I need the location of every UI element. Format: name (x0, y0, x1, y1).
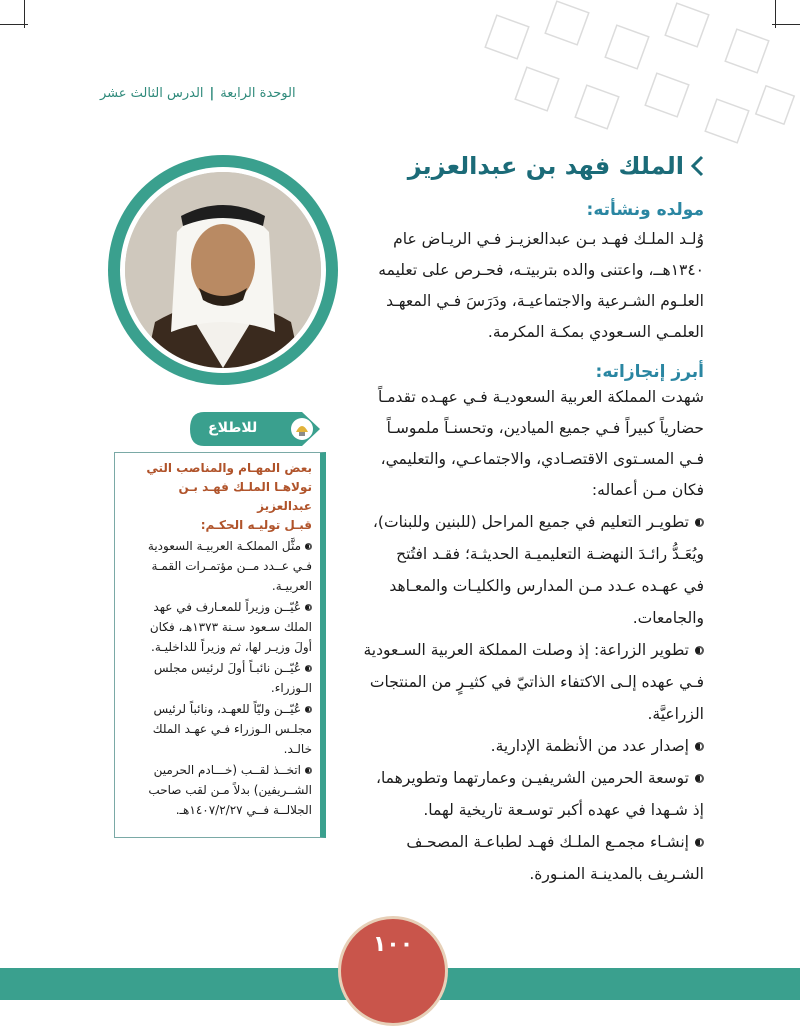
achievement-line: الزراعيَّة. (647, 705, 704, 723)
info-item-line: أولَ وزيـر لها، ثم وزيراً للداخليـة. (151, 640, 312, 654)
bullet-icon (695, 774, 704, 783)
info-intro-line: قبـل توليـه الحكـم: (200, 518, 312, 532)
birth-section (296, 200, 704, 348)
achievement-line: تطوير الزراعة: إذ وصلت المملكة العربية السـعودية (296, 634, 704, 666)
bullet-icon (305, 767, 312, 774)
info-item (123, 536, 312, 596)
achievements-intro (296, 382, 704, 506)
info-item-line: فـي عــدد مــن مؤتمـرات القمـة (151, 559, 312, 573)
info-box (114, 452, 326, 838)
bullet-icon (305, 604, 312, 611)
achievement-line: إنشـاء مجمـع الملـك فهـد لطباعـة المصحـف (296, 826, 704, 858)
info-item-line: عُيّــن وليّاً للعهـد، ونائباً لرئيس (123, 699, 312, 719)
info-intro-line: بعض المهـام والمناصب التي (146, 461, 312, 475)
achievement-item (296, 762, 704, 826)
achievement-item (296, 826, 704, 890)
info-item (123, 658, 312, 698)
achievement-line: ويُعَـدُّ رائـدَ النهضـة التعليميـة الحديثـة؛ فقـد افتُتح (396, 545, 704, 563)
achievement-line: فـي عهده إلـى الاكتفاء الذاتيّ في كثيـرٍ من المنتجات (369, 673, 704, 691)
header-separator: | (209, 86, 215, 101)
achievement-line: الشـريف بالمدينـة المنـورة. (529, 865, 704, 883)
achievements-section (296, 362, 704, 890)
info-item-line: عُيّــن نائبـاً أولَ لرئيس مجلس (123, 658, 312, 678)
info-item-line: الـوزراء. (270, 681, 312, 695)
achievement-line: إصدار عدد من الأنظمة الإدارية. (296, 730, 704, 762)
birth-text (296, 224, 704, 348)
bullet-icon (695, 518, 704, 527)
lesson-label: الدرس الثالث عشر (100, 86, 204, 101)
info-item-line: الجلالــة فــي ١٤٠٧/٢/٢٧هـ. (175, 803, 312, 817)
intro-line: شهدت المملكة العربية السعوديـة فـي عهـده تقدمـاً (377, 388, 704, 406)
achievements-heading: أبرز إنجازاته: (595, 362, 704, 382)
page-number: ١٠٠ (372, 932, 414, 957)
info-item-line: اتخــذ لقــب (خـــادم الحرمين (123, 760, 312, 780)
bullet-icon (695, 742, 704, 751)
bullet-icon (695, 646, 704, 655)
crop-mark (24, 0, 25, 28)
info-intro-line: تولاهـا الملـك فهـد بـن عبدالعزيز (178, 480, 312, 513)
portrait-image (125, 172, 321, 368)
achievement-line: تطويـر التعليم في جميع المراحل (للبنين وللبنات)، (296, 506, 704, 538)
bullet-icon (305, 543, 312, 550)
intro-line: فكان مـن أعماله: (591, 481, 704, 499)
intro-line: فـي المسـتوى الاقتصـادي، والاجتماعـي، والتعليمي، (380, 450, 704, 468)
page-title-text: الملك فهد بن عبدالعزيز (407, 152, 684, 180)
achievement-line: إذ شـهدا في عهده أكبر توسـعة تاريخية لهما. (423, 801, 704, 819)
achievement-item (296, 634, 704, 730)
bullet-icon (305, 665, 312, 672)
unit-lesson-header (100, 86, 296, 101)
achievement-line: والجامعات. (632, 609, 704, 627)
birth-line: ١٣٤٠هــ، واعتنى والده بتربيتـه، فحـرص على تعليمه (378, 261, 704, 279)
info-item-line: الشــريفين) بدلاً مـن لقب صاحب (148, 783, 312, 797)
bullet-icon (695, 838, 704, 847)
info-item-line: العربيـة. (271, 579, 312, 593)
info-item (123, 760, 312, 820)
info-item-line: الملك سـعود سـنة ١٣٧٣هـ، فكان (149, 620, 312, 634)
intro-line: حضارياً كبيراً فـي جميع الميادين، وتحسنـاً ملموسـاً (386, 419, 704, 437)
decorative-pattern (460, 0, 800, 150)
achievement-line: توسعة الحرمين الشريفيـن وعمارتهما وتطويرهما، (296, 762, 704, 794)
achievement-item (296, 506, 704, 634)
birth-line: العلـوم الشـرعية والاجتماعيـة، ودَرَسَ فـي المعهـد (386, 292, 704, 310)
info-item-line: مجلـس الـوزراء فـي عهـد الملك (152, 722, 312, 736)
info-item-line: عُيّــن وزيراً للمعـارف في عهد (123, 597, 312, 617)
unit-label: الوحدة الرابعة (220, 86, 296, 101)
info-item (123, 597, 312, 657)
birth-line: وُلـد الملـك فهـد بـن عبدالعزيـز فـي الريـاض عام (393, 230, 704, 248)
info-item-line: خالـد. (283, 742, 312, 756)
info-tag-label: للاطلاع (208, 420, 258, 436)
page-title (408, 152, 704, 180)
birth-heading: مولده ونشأته: (586, 200, 704, 220)
chevron-left-icon (690, 155, 704, 177)
birth-line: العلمـي السـعودي بمكـة المكرمة. (487, 323, 704, 341)
info-item (123, 699, 312, 759)
info-item-line: مثَّل المملكـة العربيـة السعودية (123, 536, 312, 556)
achievement-item (296, 730, 704, 762)
bullet-icon (305, 706, 312, 713)
achievement-line: في عهـده عـدد مـن المدارس والكليـات والمعـاهد (389, 577, 704, 595)
